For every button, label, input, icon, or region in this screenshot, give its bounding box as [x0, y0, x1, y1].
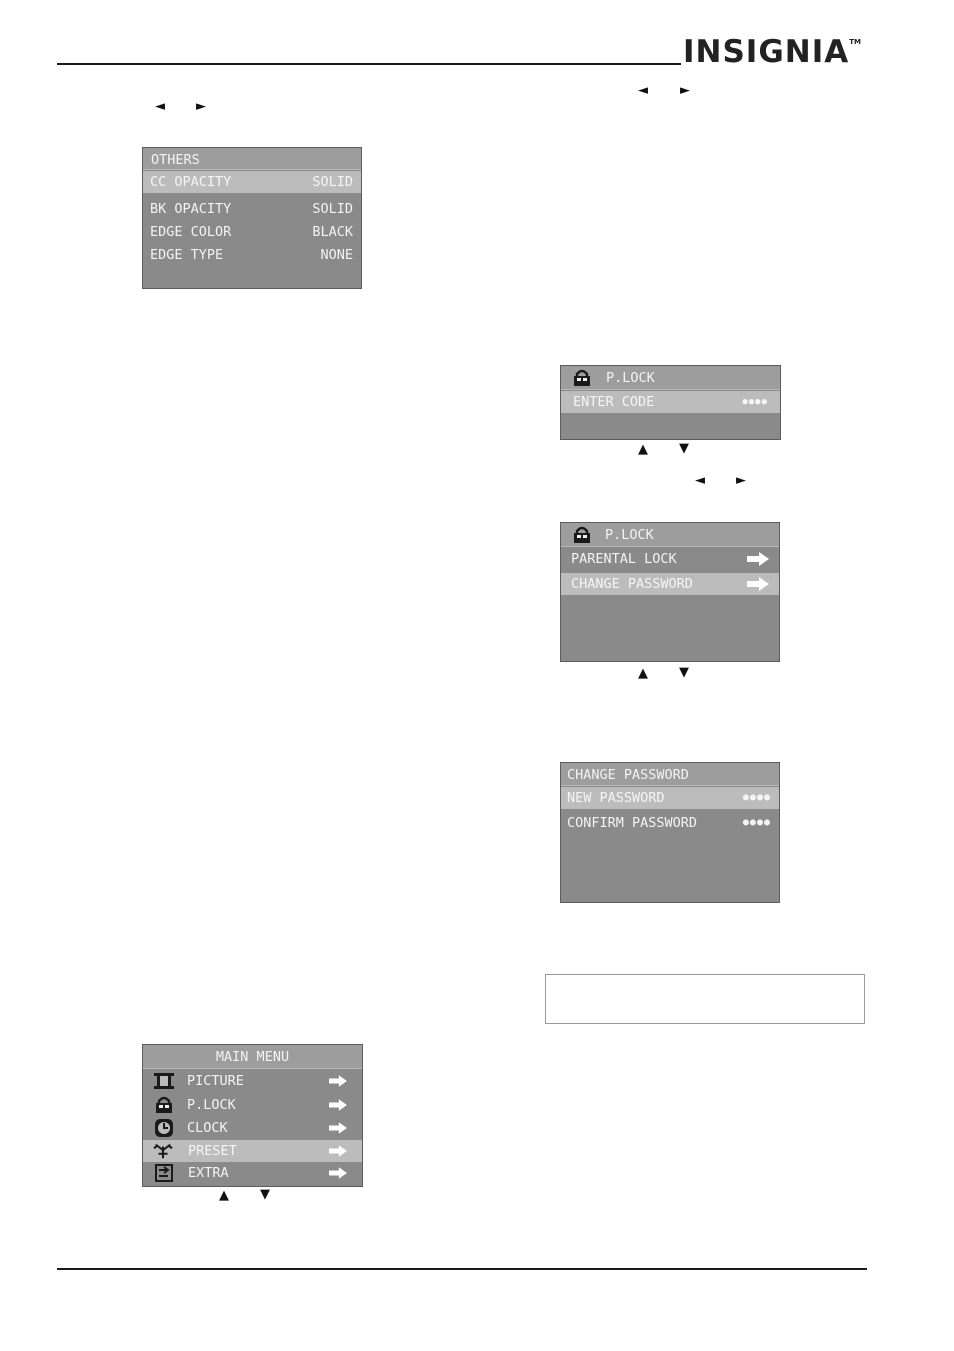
- menu-title: P.LOCK: [606, 370, 655, 386]
- menu-title: CHANGE PASSWORD: [567, 767, 689, 783]
- menu-row-extra[interactable]: EXTRA: [143, 1162, 362, 1184]
- extra-icon: [154, 1164, 174, 1182]
- menu-title: MAIN MENU: [215, 1049, 290, 1065]
- up-arrow-icon: ▲: [219, 1188, 229, 1203]
- right-arrow-icon: [329, 1166, 347, 1180]
- lock-icon: [154, 1096, 174, 1114]
- up-arrow-icon: ▲: [638, 666, 648, 681]
- change-password-menu: [560, 762, 780, 903]
- up-arrow-icon: ▲: [638, 442, 648, 457]
- right-arrow-icon: ►: [680, 83, 690, 98]
- menu-row-enter-code[interactable]: ENTER CODE ●●●●: [561, 391, 780, 413]
- left-arrow-icon: ◄: [638, 83, 648, 98]
- plock-code-menu: [560, 365, 781, 440]
- menu-row-cc-opacity[interactable]: CC OPACITY SOLID: [143, 171, 361, 193]
- menu-row-picture[interactable]: PICTURE: [143, 1070, 362, 1092]
- antenna-icon: [153, 1142, 173, 1160]
- right-arrow-icon: ►: [736, 473, 746, 488]
- menu-row-confirm-password[interactable]: CONFIRM PASSWORD ●●●●: [567, 815, 771, 831]
- menu-title: OTHERS: [151, 152, 200, 168]
- footer-rule: [57, 1268, 867, 1270]
- menu-row-plock[interactable]: P.LOCK: [143, 1094, 362, 1116]
- insignia-logo: INSIGNIA™: [683, 34, 862, 70]
- menu-row-change-password[interactable]: CHANGE PASSWORD: [561, 573, 779, 595]
- header-rule: [57, 63, 681, 65]
- plock-menu: [560, 522, 780, 662]
- down-arrow-icon: ▼: [679, 665, 689, 680]
- note-box: [545, 974, 865, 1024]
- right-arrow-icon: [747, 577, 769, 591]
- right-arrow-icon: [329, 1074, 347, 1088]
- right-arrow-icon: ►: [196, 99, 206, 114]
- menu-title: P.LOCK: [605, 527, 654, 543]
- film-icon: [154, 1072, 174, 1090]
- left-arrow-icon: ◄: [155, 99, 165, 114]
- main-menu: [142, 1044, 363, 1187]
- menu-row-parental-lock[interactable]: PARENTAL LOCK: [561, 548, 779, 570]
- down-arrow-icon: ▼: [260, 1187, 270, 1202]
- menu-row-bk-opacity[interactable]: BK OPACITY SOLID: [150, 201, 353, 217]
- right-arrow-icon: [329, 1121, 347, 1135]
- clock-icon: [154, 1119, 174, 1137]
- down-arrow-icon: ▼: [679, 441, 689, 456]
- menu-row-new-password[interactable]: NEW PASSWORD ●●●●: [561, 787, 779, 809]
- menu-row-preset[interactable]: PRESET: [143, 1140, 362, 1162]
- menu-row-edge-type[interactable]: EDGE TYPE NONE: [150, 247, 353, 263]
- left-arrow-icon: ◄: [695, 473, 705, 488]
- right-arrow-icon: [329, 1144, 347, 1158]
- menu-row-edge-color[interactable]: EDGE COLOR BLACK: [150, 224, 353, 240]
- right-arrow-icon: [747, 552, 769, 566]
- others-menu: [142, 147, 362, 289]
- right-arrow-icon: [329, 1098, 347, 1112]
- menu-row-clock[interactable]: CLOCK: [143, 1117, 362, 1139]
